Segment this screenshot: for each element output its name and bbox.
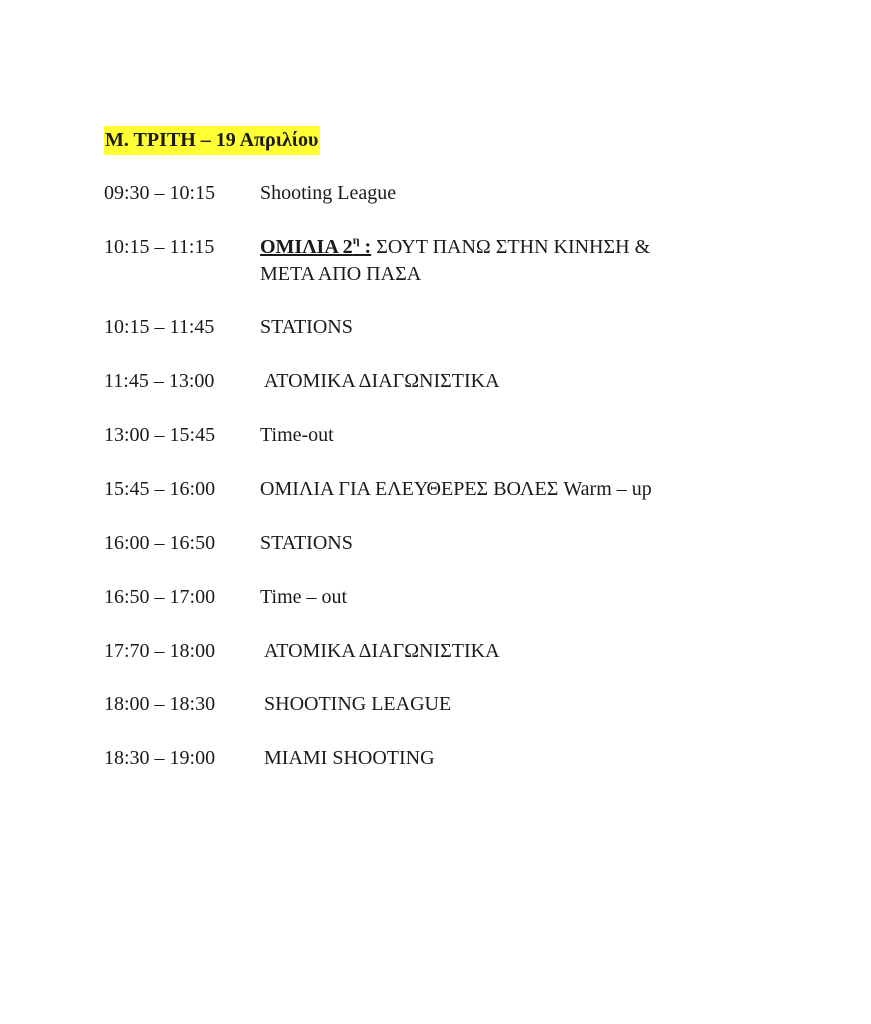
- row-activity: ΟΜΙΛΙΑ ΓΙΑ ΕΛΕΥΘΕΡΕΣ ΒΟΛΕΣ Warm – up: [260, 478, 652, 500]
- row-time: 18:00 – 18:30: [104, 693, 216, 715]
- row-time: 15:45 – 16:00: [104, 478, 216, 500]
- row-time: 10:15 – 11:15: [104, 236, 215, 258]
- row-time: 16:50 – 17:00: [104, 586, 216, 608]
- row-activity: Shooting League: [260, 182, 397, 204]
- talk-label-colon: :: [359, 236, 372, 258]
- row-time: 09:30 – 10:15: [104, 182, 216, 204]
- row-time: 11:45 – 13:00: [104, 370, 215, 392]
- talk-title-line1: ΣΟΥΤ ΠΑΝΩ ΣΤΗΝ ΚΙΝΗΣΗ &: [371, 236, 651, 258]
- row-activity: STATIONS: [260, 316, 353, 338]
- talk-title-line2: ΜΕΤΑ ΑΠΟ ΠΑΣΑ: [260, 263, 422, 285]
- talk-label-sup: η: [352, 233, 360, 247]
- row-time: 10:15 – 11:45: [104, 316, 215, 338]
- row-time: 13:00 – 15:45: [104, 424, 216, 446]
- row-activity: Time-out: [260, 424, 334, 446]
- talk-label: [260, 233, 372, 258]
- talk-label-main: ΟΜΙΛΙΑ 2: [260, 236, 353, 258]
- row-time: 18:30 – 19:00: [104, 747, 216, 769]
- row-activity: ΑΤΟΜΙΚΑ ΔΙΑΓΩΝΙΣΤΙΚΑ: [264, 640, 500, 662]
- row-time: 17:70 – 18:00: [104, 640, 216, 662]
- row-activity: ΑΤΟΜΙΚΑ ΔΙΑΓΩΝΙΣΤΙΚΑ: [264, 370, 500, 392]
- row-activity: SHOOTING LEAGUE: [264, 693, 452, 715]
- row-activity: [260, 234, 760, 288]
- row-activity: STATIONS: [260, 532, 353, 554]
- row-activity: Time – out: [260, 586, 348, 608]
- day-heading: Μ. ΤΡΙΤΗ – 19 Απριλίου: [104, 126, 320, 155]
- row-activity: MIAMI SHOOTING: [264, 747, 435, 769]
- row-time: 16:00 – 16:50: [104, 532, 216, 554]
